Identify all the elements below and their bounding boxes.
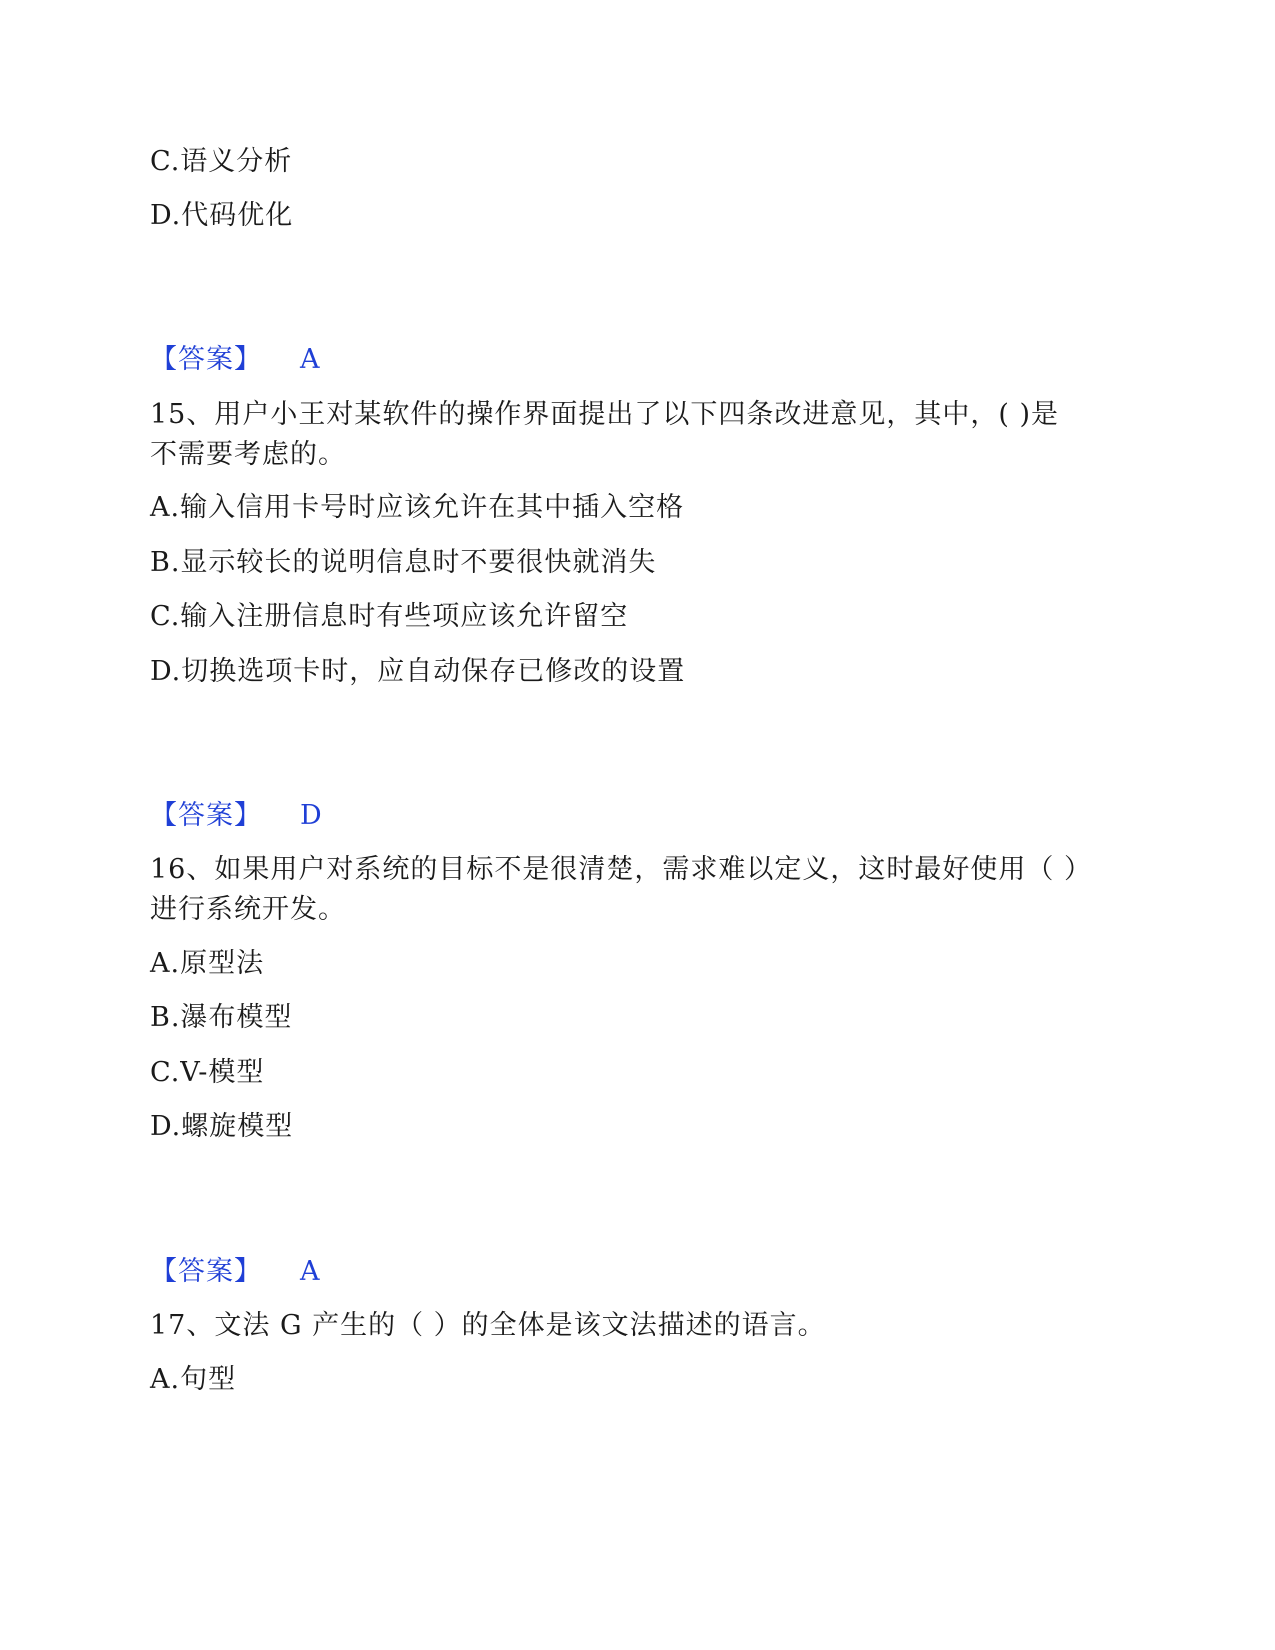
question-16-option-a: A.原型法 (150, 948, 265, 979)
answer-line (150, 796, 323, 836)
question-15-option-a: A.输入信用卡号时应该允许在其中插入空格 (150, 492, 685, 523)
answer-label: 【答案】 (150, 344, 262, 375)
question-16-option-d: D.螺旋模型 (150, 1111, 294, 1142)
answer-value: A (300, 344, 321, 375)
question-15-stem-cont: 不需要考虑的。 (150, 439, 346, 470)
question-16-option-c: C.V-模型 (150, 1057, 265, 1088)
question-17-option-a: A.句型 (150, 1364, 237, 1395)
question-15-option-b: B.显示较长的说明信息时不要很快就消失 (150, 547, 657, 578)
answer-line (150, 340, 321, 380)
answer-value: A (300, 1256, 321, 1287)
answer-label: 【答案】 (150, 1256, 262, 1287)
question-16-option-b: B.瀑布模型 (150, 1002, 293, 1033)
option-c: C.语义分析 (150, 146, 293, 177)
question-15-option-d: D.切换选项卡时，应自动保存已修改的设置 (150, 656, 686, 687)
question-15-stem: 15、用户小王对某软件的操作界面提出了以下四条改进意见，其中，( )是 (150, 399, 1060, 430)
answer-label: 【答案】 (150, 800, 262, 831)
question-15-option-c: C.输入注册信息时有些项应该允许留空 (150, 601, 629, 632)
answer-value: D (300, 800, 323, 831)
question-16-stem-cont: 进行系统开发。 (150, 894, 346, 925)
question-17-stem: 17、文法 G 产生的（ ）的全体是该文法描述的语言。 (150, 1310, 826, 1341)
answer-line (150, 1252, 321, 1292)
option-d: D.代码优化 (150, 200, 294, 231)
question-16-stem: 16、如果用户对系统的目标不是很清楚，需求难以定义，这时最好使用（ ） (150, 854, 1092, 885)
